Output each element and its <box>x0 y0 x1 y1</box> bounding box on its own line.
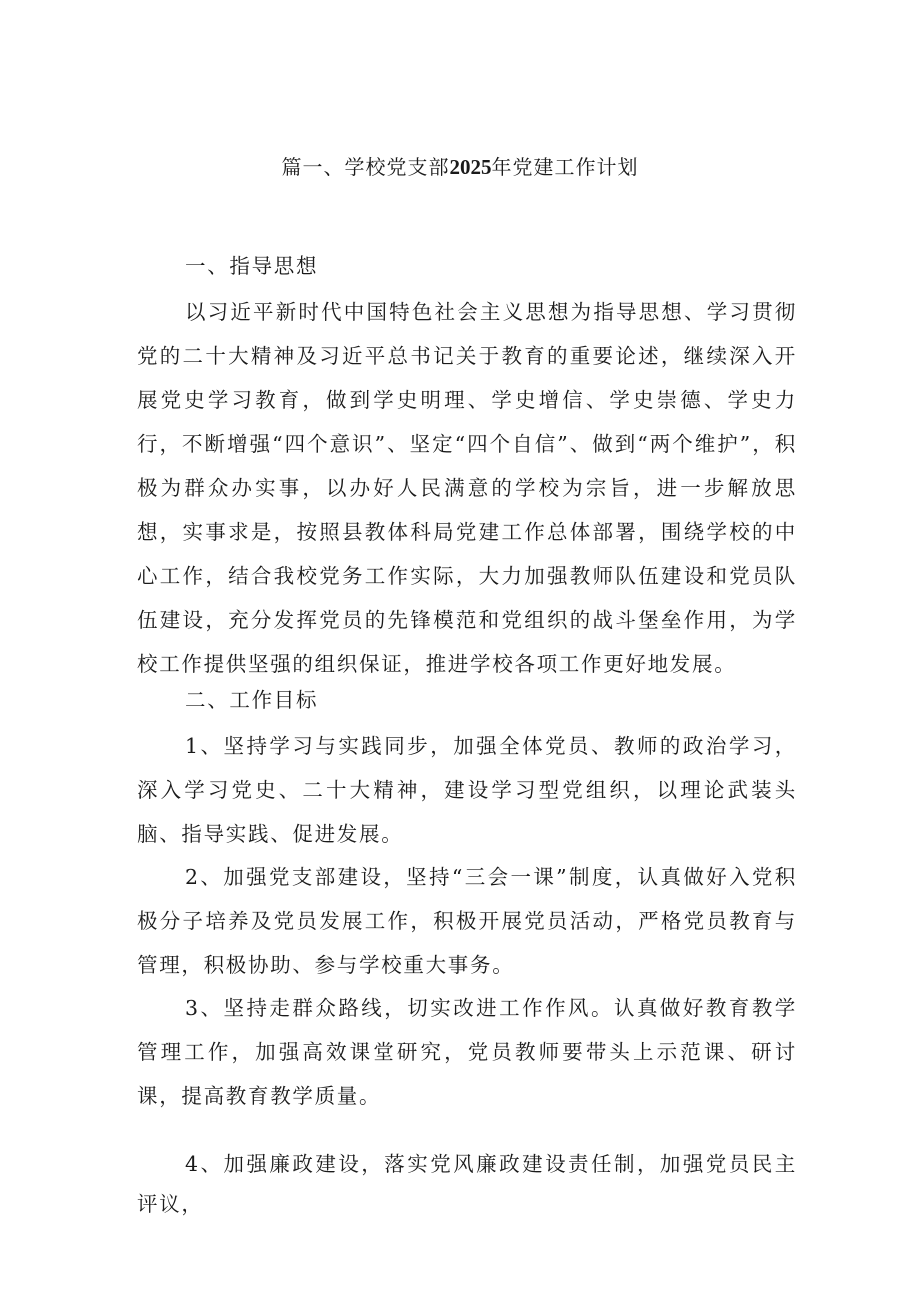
goal-item <box>137 1144 797 1224</box>
goal-item <box>137 724 797 856</box>
goal-item <box>137 986 797 1118</box>
title-prefix: 篇一、学校党支部 <box>281 155 450 179</box>
section-body-guiding-ideology <box>137 290 797 686</box>
paragraph-guiding-ideology: 以习近平新时代中国特色社会主义思想为指导思想、学习贯彻党的二十大精神及习近平总书记关于教育的重要论述，继续深入开展党史学习教育，做到学史明理、学史增信、学史崇德、学史力行，不断增强“四个意识”、坚定“四个自信”、做到“两个维护”，积极为群众办实事，以办好人民满意的学校为宗旨，进一步解放思想，实事求是，按照县教体科局党建工作总体部署，围绕学校的中心工作，结合我校党务工作实际，大力加强教师队伍建设和党员队伍建设，充分发挥党员的先锋模范和党组织的战斗堡垒作用，为学校工作提供坚强的组织保证，推进学校各项工作更好地发展。 <box>137 300 797 676</box>
goal-paragraph-3: 3、坚持走群众路线，切实改进工作作风。认真做好教育教学管理工作，加强高效课堂研究，党员教师要带头上示范课、研讨课，提高教育教学质量。 <box>137 996 797 1108</box>
section-heading-work-goals: 二、工作目标 <box>185 688 319 712</box>
goal-paragraph-2: 2、加强党支部建设，坚持“三会一课”制度，认真做好入党积极分子培养及党员发展工作，积极开展党员活动，严格党员教育与管理，积极协助、参与学校重大事务。 <box>137 865 797 977</box>
goal-item <box>137 855 797 987</box>
title-suffix: 年党建工作计划 <box>491 155 639 179</box>
title-year: 2025 <box>449 155 492 179</box>
goal-paragraph-1: 1、坚持学习与实践同步，加强全体党员、教师的政治学习，深入学习党史、二十大精神，建设学习型党组织，以理论武装头脑、指导实践、促进发展。 <box>137 734 797 846</box>
section-heading-guiding-ideology: 一、指导思想 <box>185 254 319 278</box>
goal-paragraph-4: 4、加强廉政建设，落实党风廉政建设责任制，加强党员民主评议， <box>137 1152 797 1216</box>
document-title <box>0 151 920 183</box>
